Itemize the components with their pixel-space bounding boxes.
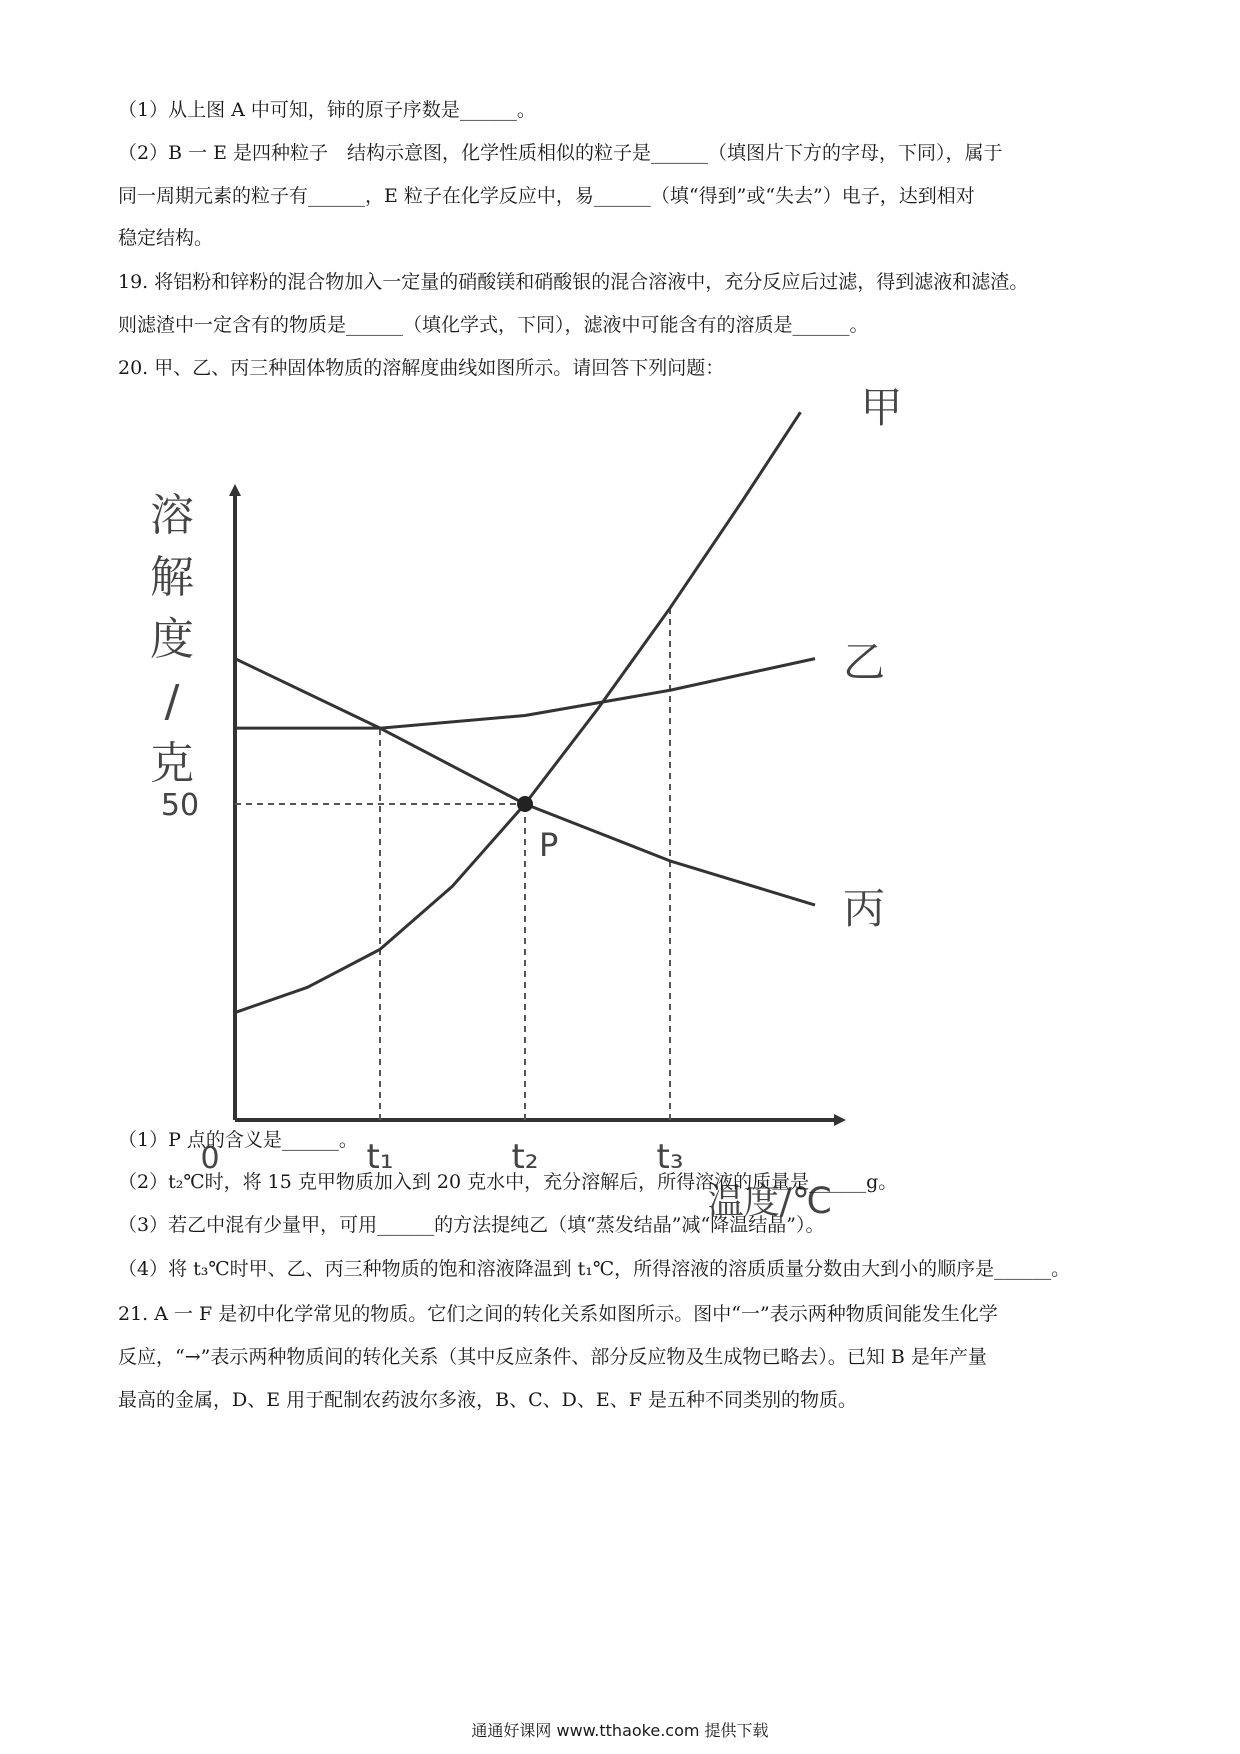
q21-line2: 反应，“→”表示两种物质间的转化关系（其中反应条件、部分反应物及生成物已略去）。已知 B 是年产量	[118, 1346, 987, 1368]
q18-part2-l3: 稳定结构。	[118, 227, 214, 249]
p-point-marker	[517, 796, 533, 812]
q21-line1: 21. A 一 F 是初中化学常见的物质。它们之间的转化关系如图所示。图中“一”表示两种物质间能发生化学	[118, 1303, 998, 1325]
series-label: 甲	[860, 383, 903, 433]
origin-label: 0	[200, 1141, 220, 1176]
series-line	[235, 412, 801, 1012]
series-line	[235, 659, 815, 729]
q18-part2-l1: （2）B 一 E 是四种粒子 结构示意图，化学性质相似的粒子是______（填图片下方的字母，下同），属于	[118, 142, 1003, 164]
q20-part2: （2）t₂℃时，将 15 克甲物质加入到 20 克水中，充分溶解后，所得溶液的质量是______g。	[118, 1171, 898, 1193]
series-label: 丙	[843, 884, 886, 934]
y-axis-label-char: 溶	[150, 490, 194, 541]
x-tick-label: t₃	[656, 1137, 684, 1177]
p-point-label: P	[539, 826, 559, 864]
x-tick-label: t₂	[511, 1137, 539, 1177]
x-axis-label: 温度/℃	[707, 1181, 833, 1222]
footer-credit: 通通好课网 www.tthaoke.com 提供下载	[471, 1721, 769, 1740]
q20-part1: （1）P 点的含义是______。	[118, 1129, 358, 1151]
series-label: 乙	[843, 637, 886, 687]
y-axis-label-char: 解	[150, 552, 194, 603]
q20-part4: （4）将 t₃℃时甲、乙、丙三种物质的饱和溶液降温到 t₁℃，所得溶液的溶质质量分数由大到小的顺序是______。	[118, 1258, 1071, 1280]
y-axis-label-char: 克	[150, 738, 194, 789]
x-tick-label: t₁	[366, 1137, 394, 1177]
q20-part3: （3）若乙中混有少量甲，可用______的方法提纯乙（填“蒸发结晶”减“降温结晶”）。	[118, 1214, 825, 1236]
q21-line3: 最高的金属，D、E 用于配制农药波尔多液，B、C、D、E、F 是五种不同类别的物质。	[118, 1389, 857, 1411]
q18-part1: （1）从上图 A 中可知，铈的原子序数是______。	[118, 99, 536, 121]
q19-line1: 19. 将铝粉和锌粉的混合物加入一定量的硝酸镁和硝酸银的混合溶液中，充分反应后过滤，得到滤液和滤渣。	[118, 271, 1029, 293]
q18-part2-l2: 同一周期元素的粒子有______，E 粒子在化学反应中，易______（填“得到”或“失去”）电子，达到相对	[118, 185, 975, 207]
y-axis-label-char: /	[164, 676, 180, 727]
q20-stem: 20. 甲、乙、丙三种固体物质的溶解度曲线如图所示。请回答下列问题：	[118, 357, 725, 379]
y-axis-label	[150, 490, 194, 789]
y-axis-label-char: 度	[150, 614, 194, 665]
series-line	[235, 659, 815, 905]
q19-line2: 则滤渣中一定含有的物质是______（填化学式，下同），滤液中可能含有的溶质是______。	[118, 314, 869, 336]
y-tick-label: 50	[160, 788, 200, 823]
